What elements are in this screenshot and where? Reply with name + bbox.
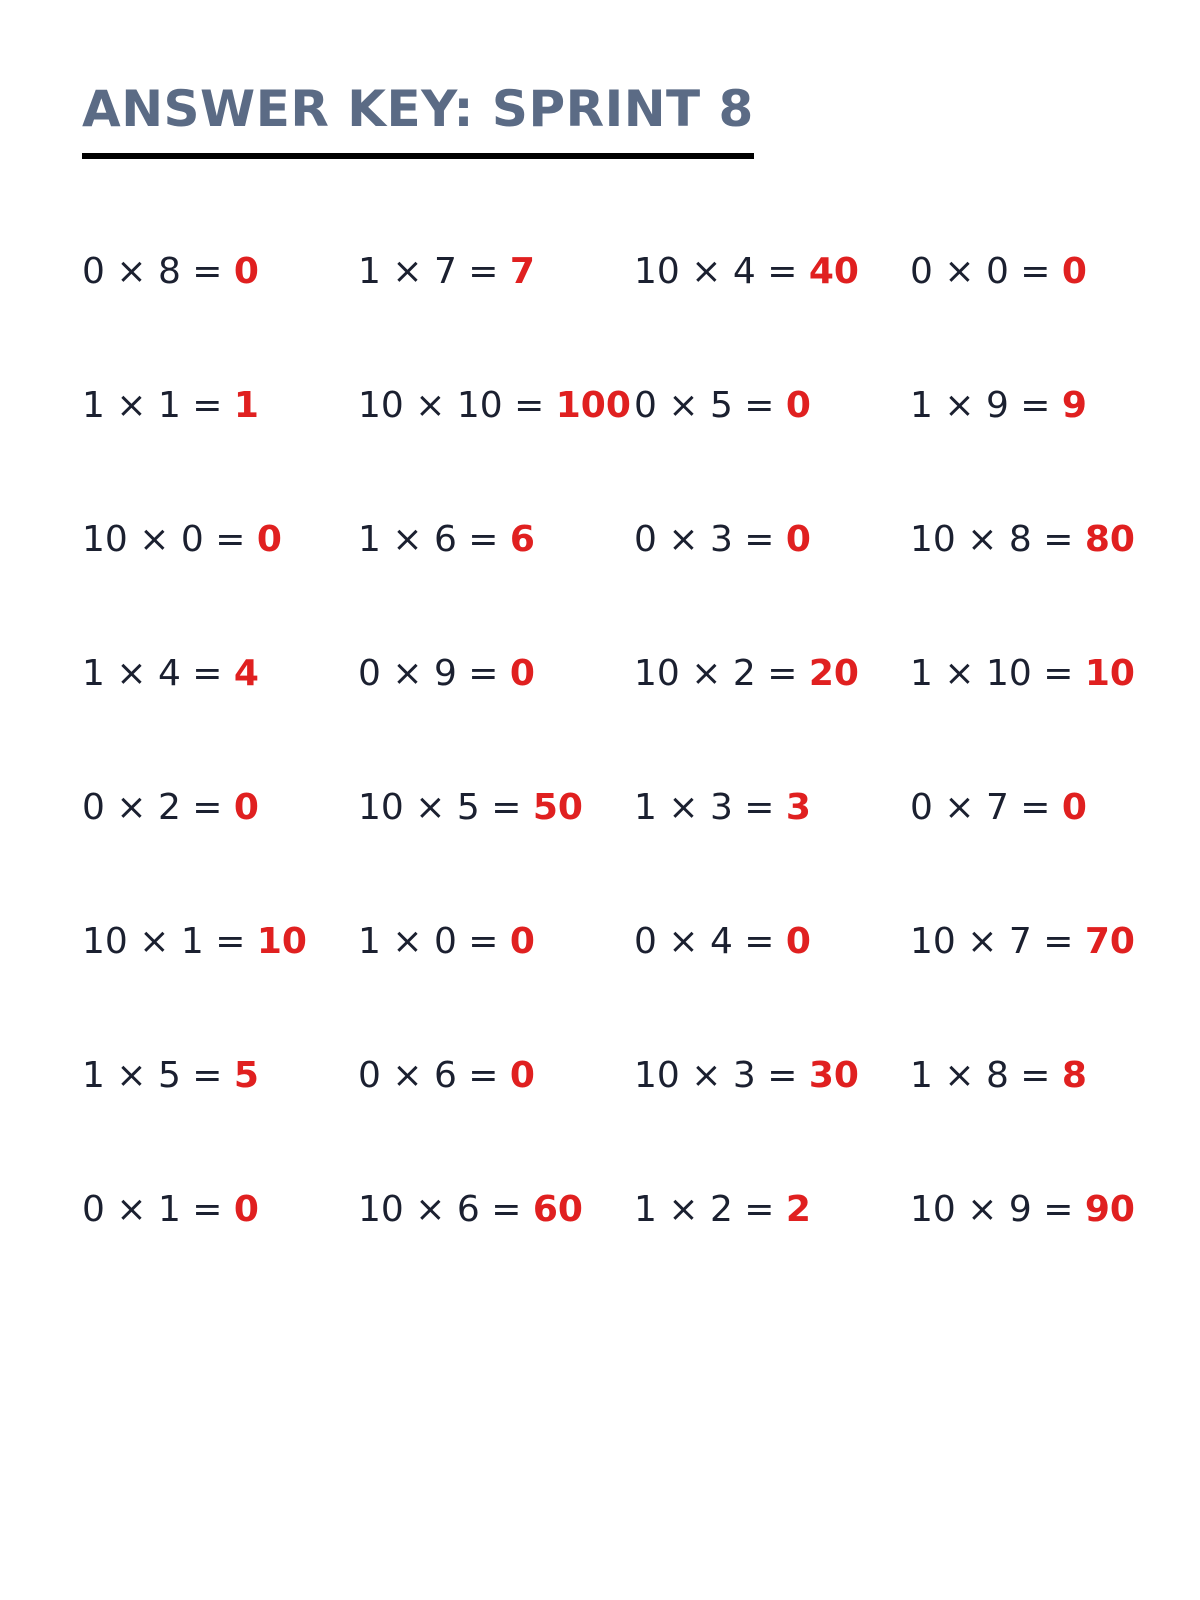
- problem-item: [82, 513, 358, 647]
- problem-item: [634, 513, 910, 647]
- problem-answer: 0: [233, 1189, 259, 1230]
- problem-answer: 4: [233, 653, 259, 694]
- problem-answer: 40: [808, 251, 859, 292]
- problem-question: 0 × 3 =: [634, 519, 775, 560]
- problem-answer: 9: [1061, 385, 1087, 426]
- problem-item: [358, 1049, 634, 1183]
- problem-answer: 90: [1084, 1189, 1135, 1230]
- problem-item: [910, 781, 1162, 915]
- problem-question: 0 × 7 =: [910, 787, 1051, 828]
- problem-question: 1 × 6 =: [358, 519, 499, 560]
- problem-question: 10 × 0 =: [82, 519, 246, 560]
- problem-item: [82, 1049, 358, 1183]
- page-title: ANSWER KEY: SPRINT 8: [82, 80, 754, 138]
- problem-item: [358, 781, 634, 915]
- problem-item: [358, 513, 634, 647]
- problem-question: 1 × 0 =: [358, 921, 499, 962]
- problem-question: 1 × 10 =: [910, 653, 1074, 694]
- problem-item: [910, 1049, 1162, 1183]
- problem-answer: 0: [509, 653, 535, 694]
- problem-item: [82, 1183, 358, 1317]
- problem-answer: 0: [1061, 251, 1087, 292]
- problem-question: 1 × 8 =: [910, 1055, 1051, 1096]
- problem-answer: 0: [785, 921, 811, 962]
- problem-item: [634, 245, 910, 379]
- problem-question: 10 × 9 =: [910, 1189, 1074, 1230]
- problem-question: 10 × 5 =: [358, 787, 522, 828]
- problem-answer: 3: [785, 787, 811, 828]
- problem-item: [910, 245, 1162, 379]
- problem-question: 1 × 5 =: [82, 1055, 223, 1096]
- problem-answer: 0: [256, 519, 282, 560]
- problem-answer: 7: [509, 251, 535, 292]
- problem-question: 0 × 0 =: [910, 251, 1051, 292]
- problem-answer: 0: [785, 519, 811, 560]
- problem-item: [82, 781, 358, 915]
- problem-question: 10 × 2 =: [634, 653, 798, 694]
- problem-question: 1 × 7 =: [358, 251, 499, 292]
- problem-question: 0 × 2 =: [82, 787, 223, 828]
- problem-answer: 0: [785, 385, 811, 426]
- problem-item: [358, 245, 634, 379]
- problem-answer: 0: [509, 1055, 535, 1096]
- problem-question: 10 × 3 =: [634, 1055, 798, 1096]
- problem-item: [910, 513, 1162, 647]
- problem-answer: 5: [233, 1055, 259, 1096]
- problem-question: 0 × 1 =: [82, 1189, 223, 1230]
- problem-answer: 80: [1084, 519, 1135, 560]
- problem-item: [358, 647, 634, 781]
- problem-question: 0 × 6 =: [358, 1055, 499, 1096]
- problem-question: 0 × 8 =: [82, 251, 223, 292]
- problem-question: 10 × 4 =: [634, 251, 798, 292]
- problem-question: 1 × 1 =: [82, 385, 223, 426]
- problem-item: [634, 1183, 910, 1317]
- problem-answer: 8: [1061, 1055, 1087, 1096]
- problem-question: 1 × 2 =: [634, 1189, 775, 1230]
- problem-answer: 0: [509, 921, 535, 962]
- problem-item: [634, 781, 910, 915]
- problem-answer: 0: [233, 787, 259, 828]
- problem-answer: 70: [1084, 921, 1135, 962]
- problem-answer: 0: [233, 251, 259, 292]
- problem-item: [82, 647, 358, 781]
- problem-question: 0 × 4 =: [634, 921, 775, 962]
- problem-item: [82, 245, 358, 379]
- problem-item: [910, 915, 1162, 1049]
- problem-question: 10 × 8 =: [910, 519, 1074, 560]
- problem-item: [358, 915, 634, 1049]
- problem-question: 0 × 9 =: [358, 653, 499, 694]
- problem-item: [634, 915, 910, 1049]
- problem-item: [910, 379, 1162, 513]
- problem-grid: [82, 245, 1162, 1317]
- problem-answer: 6: [509, 519, 535, 560]
- problem-item: [634, 647, 910, 781]
- title-block: [82, 82, 754, 159]
- problem-question: 1 × 9 =: [910, 385, 1051, 426]
- problem-answer: 10: [1084, 653, 1135, 694]
- problem-item: [910, 1183, 1162, 1317]
- problem-item: [358, 379, 634, 513]
- problem-item: [82, 915, 358, 1049]
- problem-answer: 10: [256, 921, 307, 962]
- problem-item: [634, 1049, 910, 1183]
- problem-answer: 20: [808, 653, 859, 694]
- problem-answer: 2: [785, 1189, 811, 1230]
- problem-question: 0 × 5 =: [634, 385, 775, 426]
- problem-answer: 100: [555, 385, 631, 426]
- problem-answer: 60: [532, 1189, 583, 1230]
- problem-question: 1 × 3 =: [634, 787, 775, 828]
- problem-question: 10 × 6 =: [358, 1189, 522, 1230]
- problem-question: 1 × 4 =: [82, 653, 223, 694]
- problem-answer: 0: [1061, 787, 1087, 828]
- problem-item: [634, 379, 910, 513]
- problem-answer: 1: [233, 385, 259, 426]
- problem-answer: 30: [808, 1055, 859, 1096]
- problem-item: [82, 379, 358, 513]
- problem-question: 10 × 10 =: [358, 385, 545, 426]
- problem-answer: 50: [532, 787, 583, 828]
- problem-question: 10 × 1 =: [82, 921, 246, 962]
- problem-item: [910, 647, 1162, 781]
- problem-question: 10 × 7 =: [910, 921, 1074, 962]
- problem-item: [358, 1183, 634, 1317]
